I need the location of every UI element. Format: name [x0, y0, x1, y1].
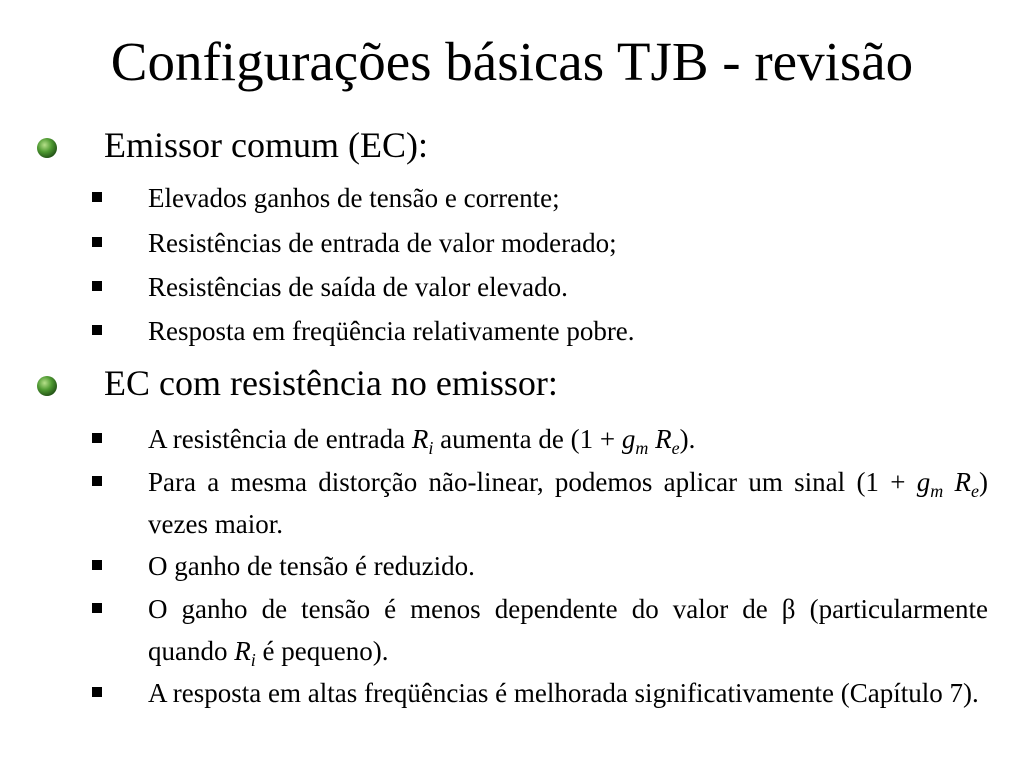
black-square-bullet-icon: [92, 560, 102, 570]
text-fragment: ).: [679, 424, 696, 454]
subscript-m: m: [635, 438, 649, 458]
variable-r: R: [954, 467, 971, 497]
black-square-bullet-icon: [92, 192, 102, 202]
black-square-bullet-icon: [92, 433, 102, 443]
text-fragment: ) vezes maior.: [148, 467, 988, 539]
list-item: A resposta em altas freqüências é melhorada significativamente (Capítulo 7).: [148, 678, 979, 708]
section-heading: Emissor comum (EC):: [104, 125, 428, 165]
variable-g: g: [621, 424, 636, 454]
subscript-e: e: [971, 481, 979, 501]
variable-r: R: [234, 636, 251, 666]
list-item: [148, 418, 988, 460]
list-item: Resistências de entrada de valor moderado;: [148, 228, 617, 258]
list-item: [148, 461, 988, 545]
list-item: [148, 588, 988, 672]
black-square-bullet-icon: [92, 476, 102, 486]
text-fragment: Para a mesma distorção não-linear, podemos aplicar um sinal (1 +: [148, 467, 917, 497]
black-square-bullet-icon: [92, 603, 102, 613]
text-fragment: aumenta de (1 +: [433, 424, 622, 454]
subscript-e: e: [671, 438, 680, 458]
text-fragment: A resistência de entrada: [148, 424, 412, 454]
black-square-bullet-icon: [92, 325, 102, 335]
variable-r: R: [411, 424, 429, 454]
subscript-i: i: [428, 438, 434, 458]
green-sphere-bullet-icon: [36, 375, 58, 397]
text-fragment: é pequeno).: [255, 636, 389, 666]
text-fragment: O ganho de tensão é menos dependente do valor de β (particularmente quando: [148, 594, 988, 666]
variable-r: R: [655, 424, 672, 454]
black-square-bullet-icon: [92, 687, 102, 697]
subscript-m: m: [930, 481, 944, 501]
section-heading: EC com resistência no emissor:: [104, 363, 558, 403]
green-sphere-bullet-icon: [36, 137, 58, 159]
black-square-bullet-icon: [92, 281, 102, 291]
list-item: Resposta em freqüência relativamente pobre.: [148, 316, 635, 346]
list-item: Resistências de saída de valor elevado.: [148, 272, 568, 302]
list-item: Elevados ganhos de tensão e corrente;: [148, 183, 560, 213]
list-item: O ganho de tensão é reduzido.: [148, 551, 475, 581]
slide-title: Configurações básicas TJB - revisão: [110, 31, 914, 92]
variable-g: g: [916, 467, 931, 497]
text-fragment: [943, 467, 954, 497]
subscript-i: i: [250, 650, 256, 670]
black-square-bullet-icon: [92, 237, 102, 247]
